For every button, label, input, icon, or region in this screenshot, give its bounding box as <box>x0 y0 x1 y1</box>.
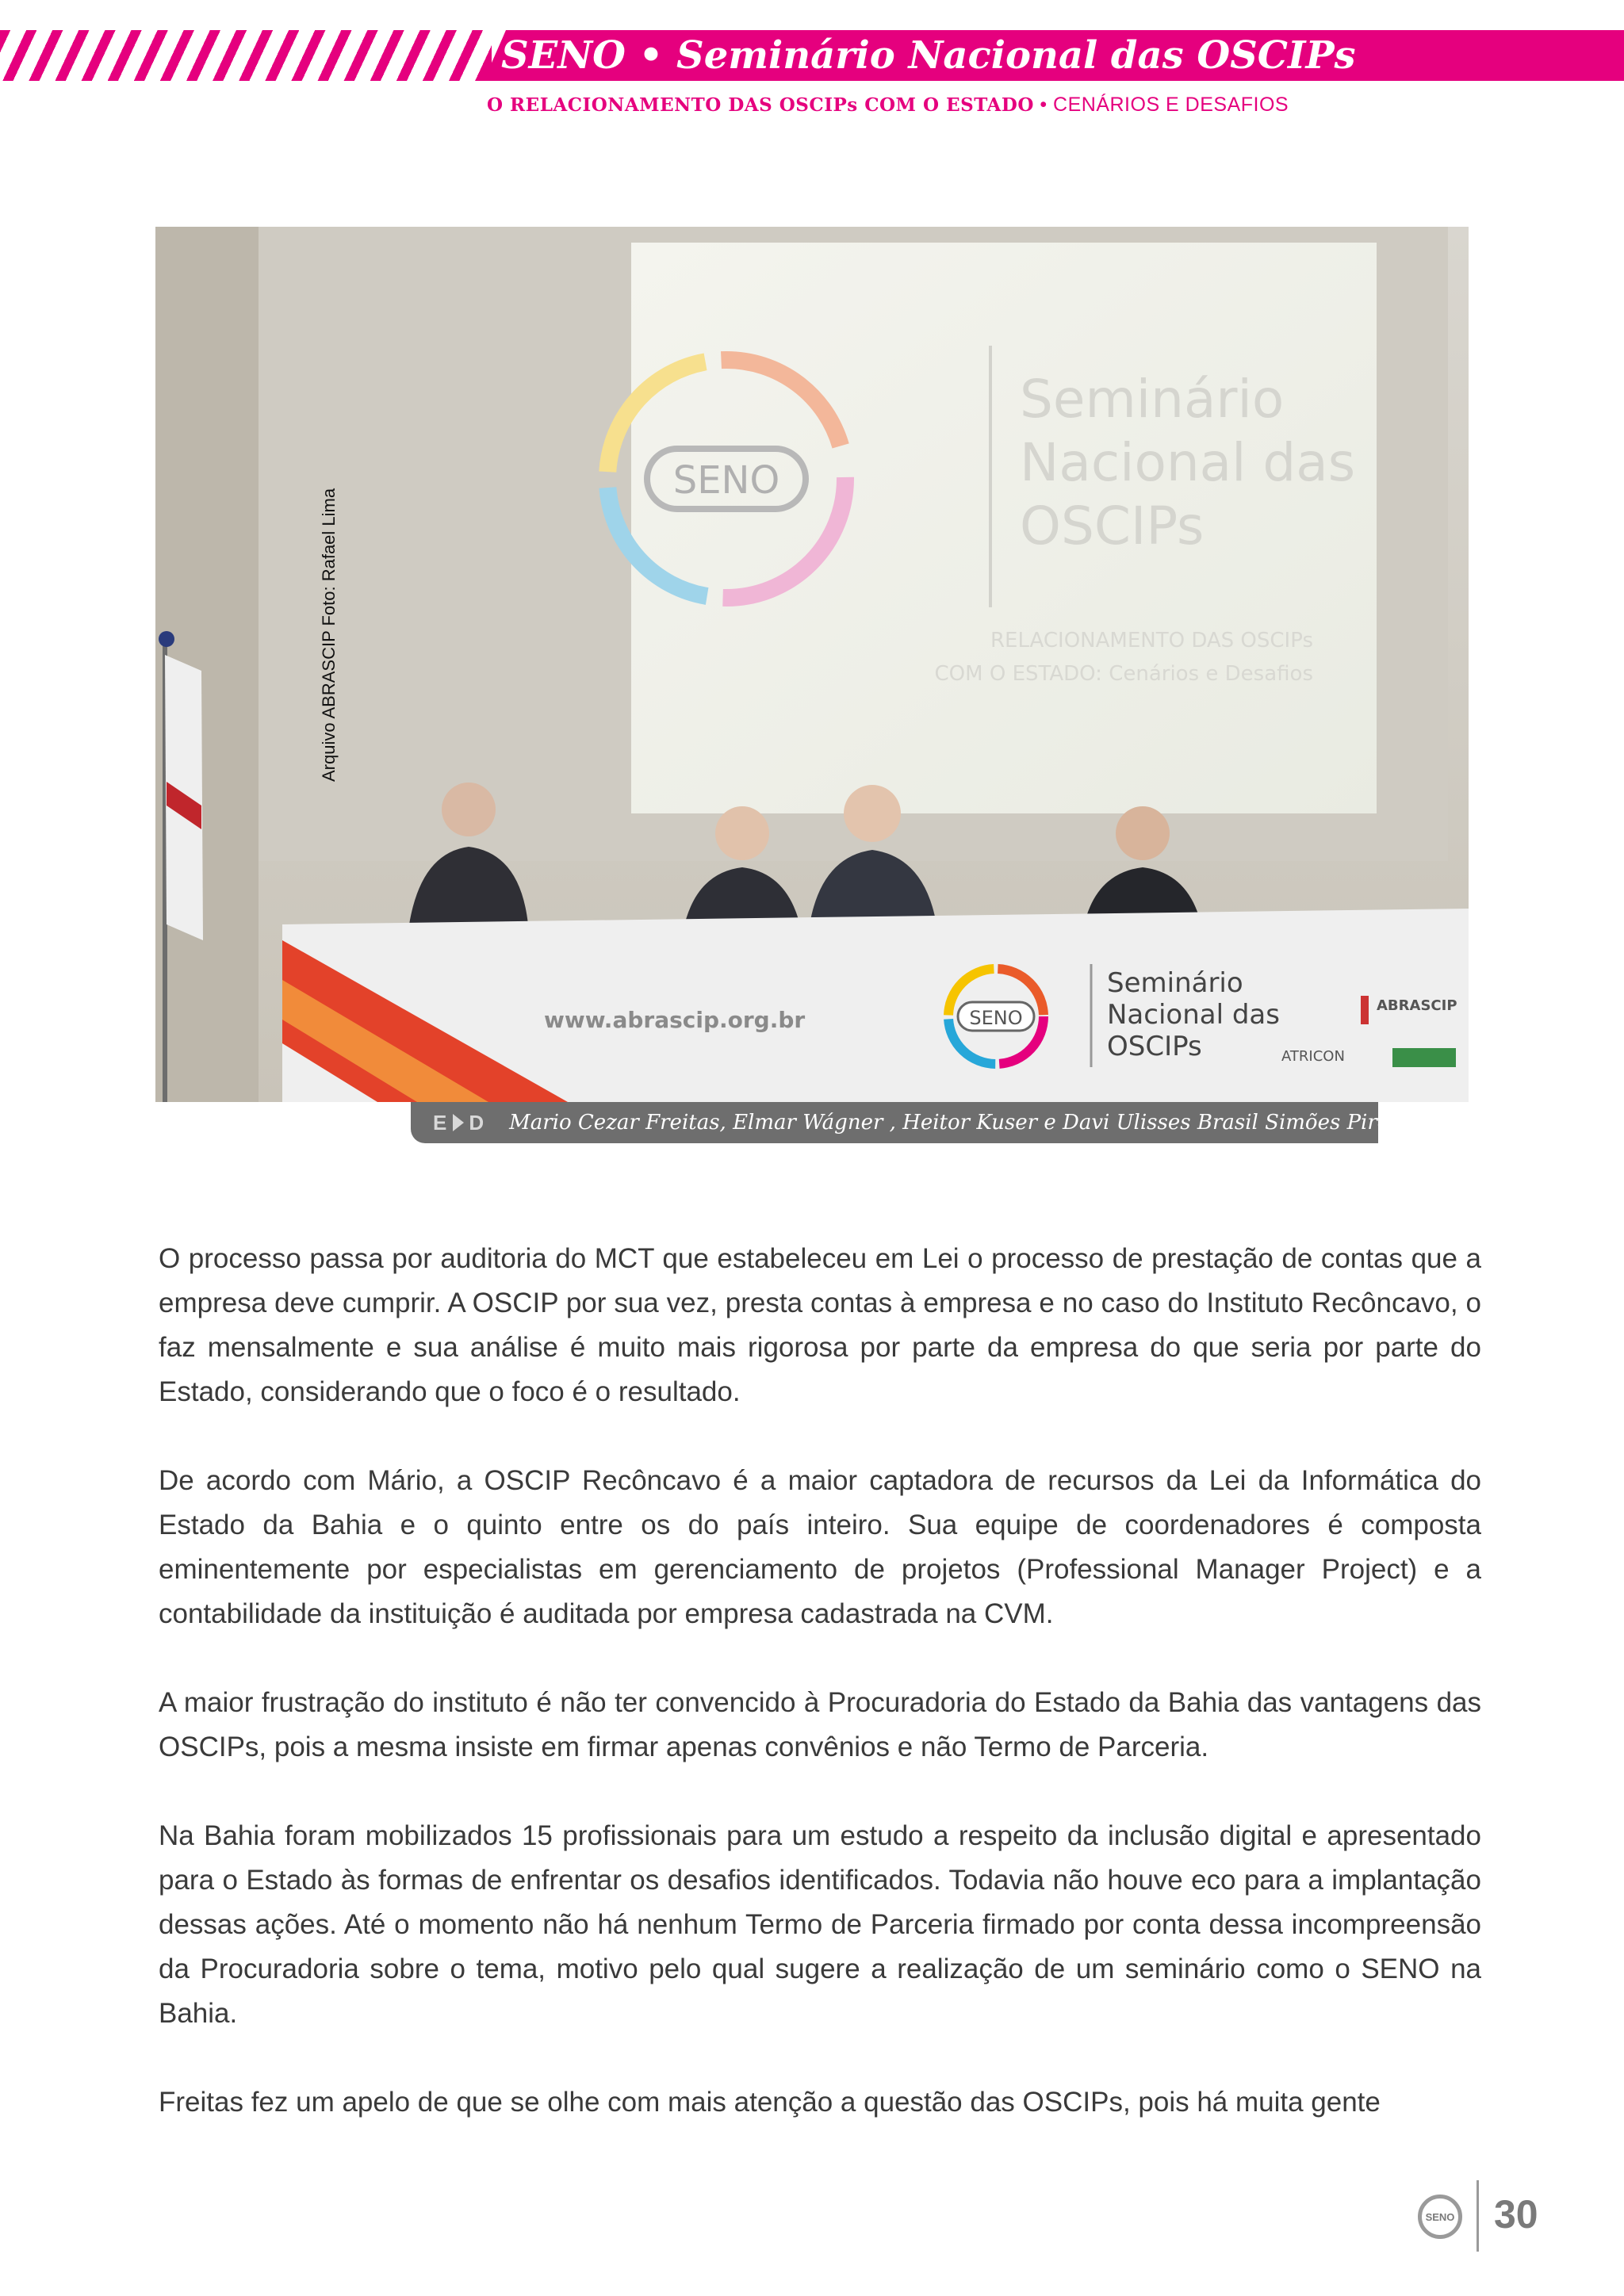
table-title-line-2: Nacional das <box>1107 999 1280 1031</box>
header-subtitle-rest: • CENÁRIOS E DESAFIOS <box>1033 94 1289 116</box>
event-photo <box>155 227 1469 1102</box>
arrow-right-icon <box>453 1114 464 1131</box>
header-title: SENO • Seminário Nacional das OSCIPs <box>501 33 1356 78</box>
paragraph: O processo passa por auditoria do MCT que estabeleceu em Lei o processo de prestação de contas que a empresa deve cumprir. A OSCIP por sua vez, presta contas à empresa e no caso do Instituto Recôncavo, o faz mensalmente e sua análise é muito mais rigorosa por parte da empresa do que seria por parte do Estado, considerando que o foco é o resultado. <box>159 1243 1481 1407</box>
header-subtitle-bold: O RELACIONAMENTO DAS OSCIPs COM O ESTADO <box>487 94 1034 116</box>
table-title-line-1: Seminário <box>1107 967 1243 999</box>
paragraph: Na Bahia foram mobilizados 15 profissionais para um estudo a respeito da inclusão digital e apresentado para o Estado às formas de enfrentar os desafios identificados. Todavia não houve eco para a implantação dessas ações. Até o momento não há nenhum Termo de Parceria firmado por conta dessa incompreensão da Procuradoria sobre o tema, motivo pelo qual sugere a realização de um seminário como o SENO na Bahia. <box>159 1820 1481 2029</box>
paragraph: A maior frustração do instituto é não ter convencido à Procuradoria do Estado da Bahia das vantagens das OSCIPs, pois a mesma insiste em firmar apenas convênios e não Termo de Parceria. <box>159 1687 1481 1762</box>
paragraph: Freitas fez um apelo de que se olhe com mais atenção a questão das OSCIPs, pois há muita gente <box>159 2087 1381 2118</box>
header-stripes <box>0 30 492 81</box>
photo-credit: Arquivo ABRASCIP Foto: Rafael Lima <box>319 488 339 782</box>
sponsor-atricon: ATRICON <box>1281 1048 1345 1065</box>
caption-tag-left: E <box>433 1110 449 1135</box>
screen-subtitle-line-1: RELACIONAMENTO DAS OSCIPs <box>990 629 1313 652</box>
event-photo-illustration <box>155 227 1469 1102</box>
table-title-line-3: OSCIPs <box>1107 1031 1202 1062</box>
screen-subtitle-line-2: COM O ESTADO: Cenários e Desafios <box>934 662 1313 686</box>
page-number: 30 <box>1494 2192 1538 2237</box>
footer-logo-text: SENO <box>1425 2210 1455 2223</box>
article-body <box>159 1237 1481 2169</box>
caption-text: Mario Cezar Freitas, Elmar Wágner , Heitor Kuser e Davi Ulisses Brasil Simões Pires <box>509 1111 1400 1135</box>
footer-seno-logo-icon <box>1418 2195 1462 2239</box>
sponsor-mark <box>1361 996 1369 1024</box>
sponsor-abrascip: ABRASCIP <box>1377 997 1457 1014</box>
screen-logo-text: SENO <box>672 458 780 503</box>
screen-title-line-3: OSCIPs <box>1020 496 1205 557</box>
table-logo-text: SENO <box>969 1007 1023 1029</box>
caption-tag <box>433 1111 485 1135</box>
paragraph: De acordo com Mário, a OSCIP Recôncavo é a maior captadora de recursos da Lei da Informática do Estado da Bahia e o quinto entre os do país inteiro. Sua equipe de coordenadores é composta eminentemente por especialistas em gerenciamento de projetos (Professional Manager Project) e a contabilidade da instituição é auditada por empresa cadastrada na CVM. <box>159 1465 1481 1629</box>
screen-title-line-2: Nacional das <box>1020 432 1356 493</box>
table-url: www.abrascip.org.br <box>544 1007 806 1033</box>
header-subtitle <box>487 94 1289 117</box>
projection-screen <box>631 243 1377 813</box>
sponsor-green-block <box>1392 1048 1456 1067</box>
caption-tag-right: D <box>469 1110 486 1135</box>
footer-separator <box>1477 2180 1479 2252</box>
photo-caption <box>411 1102 1400 1143</box>
screen-title-line-1: Seminário <box>1020 369 1285 430</box>
